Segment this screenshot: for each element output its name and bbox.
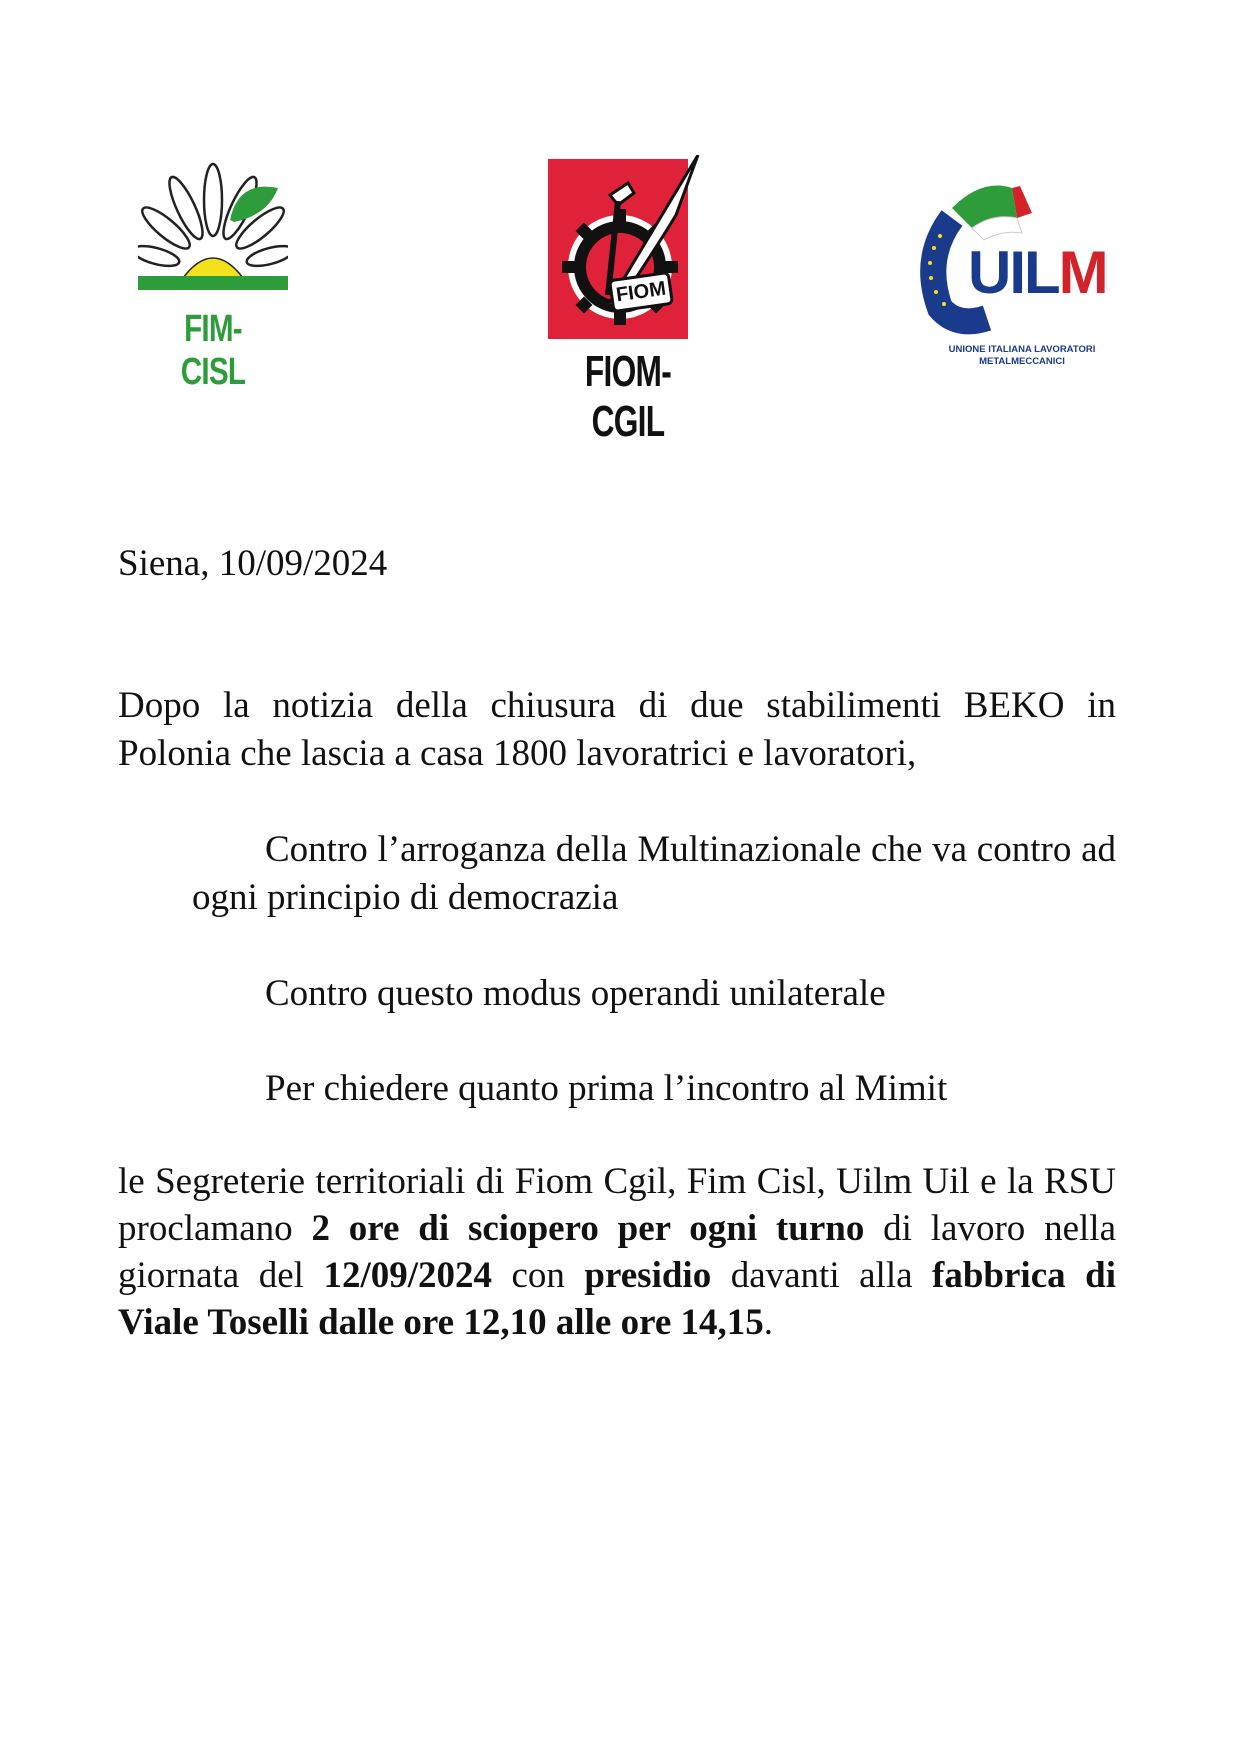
proclaim-text-4: davanti alla	[711, 1255, 933, 1296]
proclaim-text-3: con	[492, 1255, 585, 1296]
date-line: Siena, 10/09/2024	[118, 543, 388, 584]
point-arrogance: Contro l’arroganza della Multinazionale che va contro ad ogni principio di democrazia	[192, 829, 1116, 918]
uilm-logo	[912, 178, 1107, 378]
proclaim-text-5: .	[763, 1302, 773, 1343]
uilm-caption-line-2: METALMECCANICI	[979, 356, 1065, 367]
proclaim-text-1: le Segreterie territoriali di Fiom Cgil, Fim Cisl, Uilm Uil e la RSU proclamano	[118, 1161, 1116, 1249]
presidio-label: presidio	[584, 1255, 712, 1296]
fiom-badge: FIOM	[608, 271, 674, 313]
point-modus-operandi: Contro questo modus operandi unilaterale	[265, 973, 886, 1014]
uilm-word-uil: UIL	[968, 239, 1059, 306]
presidio-location-time: fabbrica di Viale Toselli dalle ore 12,10 alle ore 14,15	[118, 1255, 1116, 1343]
daisy-icon	[138, 160, 288, 310]
strike-proclamation	[118, 1158, 1116, 1346]
gear-pen-icon	[548, 155, 706, 345]
fiom-cgil-logo	[548, 155, 706, 446]
proclaim-text-2: di lavoro nella giornata del	[118, 1208, 1117, 1296]
uilm-caption-line-1: UNIONE ITALIANA LAVORATORI	[948, 344, 1096, 355]
fiom-cgil-label: FIOM-CGIL	[584, 347, 672, 446]
strike-hours: 2 ore di sciopero per ogni turno	[311, 1208, 865, 1249]
fim-cisl-logo	[138, 160, 288, 393]
point-mimit-meeting: Per chiedere quanto prima l’incontro al Mimit	[265, 1068, 948, 1109]
fim-cisl-label: FIM-CISL	[180, 308, 246, 393]
uilm-wordmark	[968, 238, 1107, 307]
uilm-word-m: M	[1058, 239, 1107, 306]
uilm-caption	[942, 344, 1102, 368]
intro-paragraph: Dopo la notizia della chiusura di due stabilimenti BEKO in Polonia che lascia a casa 1800 lavoratrici e lavoratori,	[118, 685, 1116, 774]
strike-date: 12/09/2024	[323, 1255, 492, 1296]
